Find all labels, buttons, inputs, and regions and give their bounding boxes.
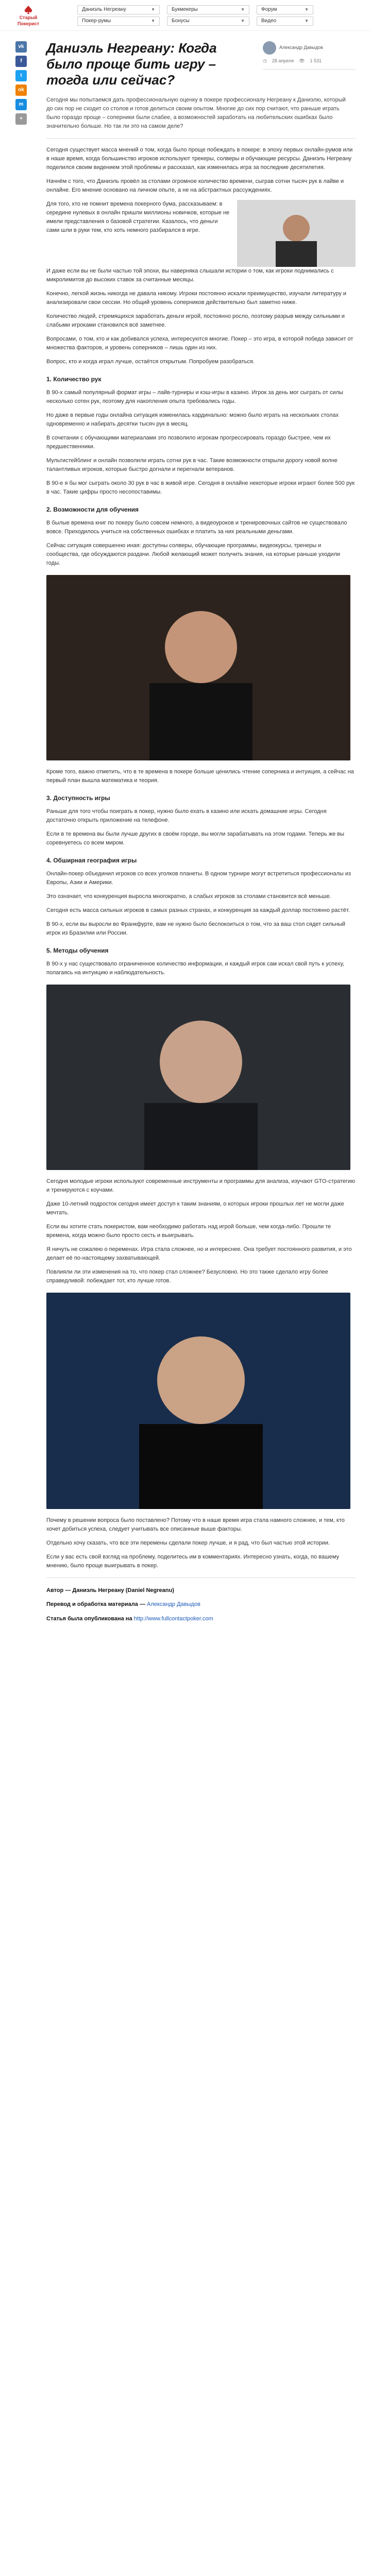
credits-source-label: Статья была опубликована на xyxy=(46,1615,132,1622)
nav-item[interactable] xyxy=(77,5,160,14)
nav-item[interactable] xyxy=(167,5,249,14)
paragraph: В сочетании с обучающими материалами это позволило игрокам прогрессировать гораздо быстрее, чем их предшественники. xyxy=(46,435,331,450)
paragraph: Раньше для того чтобы поиграть в покер, нужно было ехать в казино или искать домашние игры. Сегодня достаточно открыть приложение на телефоне. xyxy=(46,808,327,824)
paragraph: Но даже в первые годы онлайна ситуация изменилась кардинально: можно было играть на нескольких столах одновременно и набирать десятки тысяч рук в месяц. xyxy=(46,412,339,428)
negreanu-photo xyxy=(46,1293,350,1509)
paragraph: Сегодня молодые игроки используют современные инструменты и программы для анализа, изучают GTO-стратегию и тренируются с коучами. xyxy=(46,1178,356,1193)
author-name[interactable]: Александр Давыдов xyxy=(279,45,323,50)
paragraph: Отдельно хочу сказать, что все эти перемены сделали покер лучше, и я рад, что был частью этой истории. xyxy=(46,1540,330,1547)
negreanu-photo xyxy=(46,575,350,760)
section-heading: 4. Обширная география игры xyxy=(46,857,137,865)
negreanu-photo xyxy=(237,200,356,267)
credits-source-link[interactable]: http://www.fullcontactpoker.com xyxy=(133,1615,213,1622)
nav-item-label: Бонусы xyxy=(172,18,190,24)
article-date: 28 апреля xyxy=(272,58,294,63)
top-navigation xyxy=(0,0,371,31)
avatar[interactable] xyxy=(263,41,276,55)
nav-item-label: Форум xyxy=(261,7,277,13)
author-box xyxy=(263,41,356,70)
spade-logo-icon xyxy=(24,5,33,14)
eye-icon: 👁 xyxy=(299,58,305,63)
paragraph: Если у вас есть свой взгляд на проблему, поделитесь им в комментариях. Интересно узнать, когда, по вашему мнению, было проще выигрывать в покер. xyxy=(46,1554,340,1569)
paragraph: В 90-х у нас существовало ограниченное количество информации, и каждый игрок сам искал свой путь к успеху, полагаясь на интуицию и наблюдательность. xyxy=(46,960,344,976)
nav-menu xyxy=(77,5,313,26)
share-ok-button[interactable]: ok xyxy=(15,84,27,96)
credits-author-label: Автор xyxy=(46,1587,64,1594)
share-buttons xyxy=(15,41,27,125)
paragraph: В былые времена книг по покеру было совсем немного, а видеоуроков и тренировочных сайтов не существовало вовсе. Приходилось учиться на собственных ошибках и платить за них реальными деньгами. xyxy=(46,520,347,535)
credits-translator-label: Перевод и обработка материала xyxy=(46,1601,138,1608)
share-vk-button[interactable]: vk xyxy=(15,41,27,53)
paragraph: И даже если вы не были частью той эпохи, вы наверняка слышали истории о том, как игроки поднимались с микролимитов до высоких ставок за считанные месяцы. xyxy=(46,267,334,283)
chevron-down-icon: ▼ xyxy=(151,18,155,23)
paragraph: Если в те времена вы были лучше других в своём городе, вы могли зарабатывать на этом годами. Теперь же вы соревнуетесь со всем миром. xyxy=(46,831,345,846)
paragraph: В 90-х, если вы выросли во Франкфурте, вам не нужно было беспокоиться о том, что за ваш стол сядет сильный игрок из Бразилии или России. xyxy=(46,921,346,936)
share-facebook-button[interactable]: f xyxy=(15,56,27,67)
calendar-icon: ◷ xyxy=(263,58,267,63)
section-heading: 5. Методы обучения xyxy=(46,947,109,955)
divider xyxy=(263,69,356,70)
article-lead: Сегодня мы попытаемся дать профессиональную оценку в покере профессионалу Негреану к Даниэлю, который до сих пор не сходит со столов и готов делиться своим опытом. Многие до сих пор считают, что раньше играть было гораздо проще – соперники были слабее, а возможностей заработать на любительских ошибках было значительно больше. Но так ли это на самом деле? xyxy=(46,96,346,129)
nav-item-label: Видео xyxy=(261,18,277,24)
logo-text-line2: Покерист xyxy=(18,21,39,26)
paragraph: Сегодня существует масса мнений о том, когда было проще побеждать в покере: в эпоху первых онлайн-румов или в наше время, когда большинство игроков используют трекеры, солверы и обучающие ресурсы. Даниэль Негреану поделился своим видением этой проблемы и рассказал, как изменилась игра за последние десятилетия. xyxy=(46,146,353,171)
paragraph: Количество людей, стремящихся заработать деньги игрой, постоянно росло, поэтому разрыв между сильными и слабыми игроками становился всё заметнее. xyxy=(46,313,345,329)
share-mail-button[interactable]: m xyxy=(15,99,27,110)
nav-item[interactable] xyxy=(257,5,313,14)
paragraph: Для того, кто не помнит времена покерного бума, рассказываем: в середине нулевых в онлайн пришли миллионы новичков, которые не имели представления о базовой стратегии. Казалось, что деньги сами шли в руки тем, кто хоть немного разбирался в игре. xyxy=(46,200,230,234)
paragraph: Сейчас ситуация совершенно иная: доступны солверы, обучающие программы, видеокурсы, тренеры и сообщества, где обсуждаются раздачи. Любой желающий может получить знания, на которые раньше уходили годы. xyxy=(46,543,341,567)
article-credits: Автор — Даниэль Негреану (Daniel Negreanu) Перевод и обработка материала — Александр Давыдов Статья была опубликована на http://www.fullcontactpoker.com xyxy=(46,1587,213,1622)
paragraph: Если вы хотите стать покеристом, вам необходимо работать над игрой больше, чем когда-либо. Прошли те времена, когда можно было просто сесть и выигрывать. xyxy=(46,1223,331,1239)
paragraph: Мультистейблинг и онлайн позволили играть сотни рук в час. Такие возможности открыли дорогу новой волне талантливых игроков, которые быстро догнали и перегнали ветеранов. xyxy=(46,457,338,473)
paragraph: Кроме того, важно отметить, что в те времена в покере больше ценились чтение соперника и интуиция, а сейчас на первый план вышла математика и теория. xyxy=(46,769,354,784)
paragraph: Начнём с того, что Даниэль провёл за столами огромное количество времени, сыграв сотни тысяч рук в лайве и онлайне. Его мнение основано на личном опыте, а не на абстрактных рассуждениях. xyxy=(46,178,344,193)
nav-item-label: Покер-румы xyxy=(82,18,111,24)
paragraph: Сегодня есть масса сильных игроков в самых разных странах, и конкуренция за каждый доллар постоянно растёт. xyxy=(46,907,350,913)
chevron-down-icon: ▼ xyxy=(151,7,155,12)
chevron-down-icon: ▼ xyxy=(305,18,309,23)
paragraph: В 90-х самый популярный формат игры – лайв-турниры и кэш-игры в казино. Игрок за день мог сыграть от силы несколько сотен рук, поэтому для накопления опыта требовались годы. xyxy=(46,389,343,405)
paragraph: Это означает, что конкуренция выросла многократно, а слабых игроков за столами становится всё меньше. xyxy=(46,893,331,900)
nav-item[interactable] xyxy=(257,16,313,26)
paragraph: Даже 10-летний подросток сегодня имеет доступ к таким знаниям, о которых игроки прошлых лет не могли даже мечтать. xyxy=(46,1200,344,1216)
nav-item-label: Даниэль Негреану xyxy=(82,7,126,13)
site-logo[interactable] xyxy=(10,5,46,27)
section-heading: 2. Возможности для обучения xyxy=(46,506,139,514)
credits-author: Даниэль Негреану (Daniel Negreanu) xyxy=(72,1587,174,1594)
paragraph: Онлайн-покер объединил игроков со всех уголков планеты. В одном турнире могут встретиться профессионалы из Европы, Азии и Америки. xyxy=(46,870,351,886)
paragraph: Почему в решении вопроса было поставлено? Потому что в наше время игра стала намного сложнее, и тем, кто хочет добиться успеха, следует учитывать все описанные выше факторы. xyxy=(46,1517,345,1533)
article-title: Даниэль Негреану: Когда было проще бить игру – тогда или сейчас? xyxy=(46,40,217,88)
share-more-button[interactable]: + xyxy=(15,113,27,125)
paragraph: Вопрос, кто и когда играл лучше, остаётся открытым. Попробуем разобраться. xyxy=(46,359,255,365)
article-body xyxy=(0,96,371,1623)
section-heading: 1. Количество рук xyxy=(46,376,102,383)
article-views: 1 531 xyxy=(310,58,322,63)
chevron-down-icon: ▼ xyxy=(305,7,309,12)
paragraph: В 90-е я бы мог сыграть около 30 рук в час в живой игре. Сегодня в онлайне некоторые игроки играют более 500 рук в час. Такие цифры просто несопоставимы. xyxy=(46,480,355,496)
nav-item[interactable] xyxy=(167,16,249,26)
divider xyxy=(46,138,356,139)
negreanu-photo xyxy=(46,985,350,1170)
chevron-down-icon: ▼ xyxy=(241,7,245,12)
nav-item[interactable] xyxy=(77,16,160,26)
text-image-split xyxy=(46,200,356,267)
logo-text-line1: Старый xyxy=(19,15,38,20)
nav-item-label: Букмекеры xyxy=(172,7,198,13)
chevron-down-icon: ▼ xyxy=(241,18,245,23)
credits-translator-link[interactable]: Александр Давыдов xyxy=(147,1601,200,1608)
paragraph: Конечно, легкой жизнь никогда не давала никому. Игроки постоянно искали преимущество, изучали литературу и анализировали свои сессии. Но общий уровень соперников действительно был заметно ниже. xyxy=(46,291,347,306)
paragraph: Вопросами, о том, кто и как добивался успеха, интересуются многие. Покер – это игра, в которой победа зависит от множества факторов, и уровень соперников – лишь один из них. xyxy=(46,336,353,351)
paragraph: Повлияли ли эти изменения на то, что покер стал сложнее? Безусловно. Но это также сделало игру более справедливой: побеждает тот, кто лучше готов. xyxy=(46,1269,328,1284)
share-twitter-button[interactable]: t xyxy=(15,70,27,81)
section-heading: 3. Доступность игры xyxy=(46,794,110,802)
paragraph: Я ничуть не сожалею о переменах. Игра стала сложнее, но и интереснее. Она требует постоянного развития, и это делает её по-настоящему захватывающей. xyxy=(46,1246,352,1262)
